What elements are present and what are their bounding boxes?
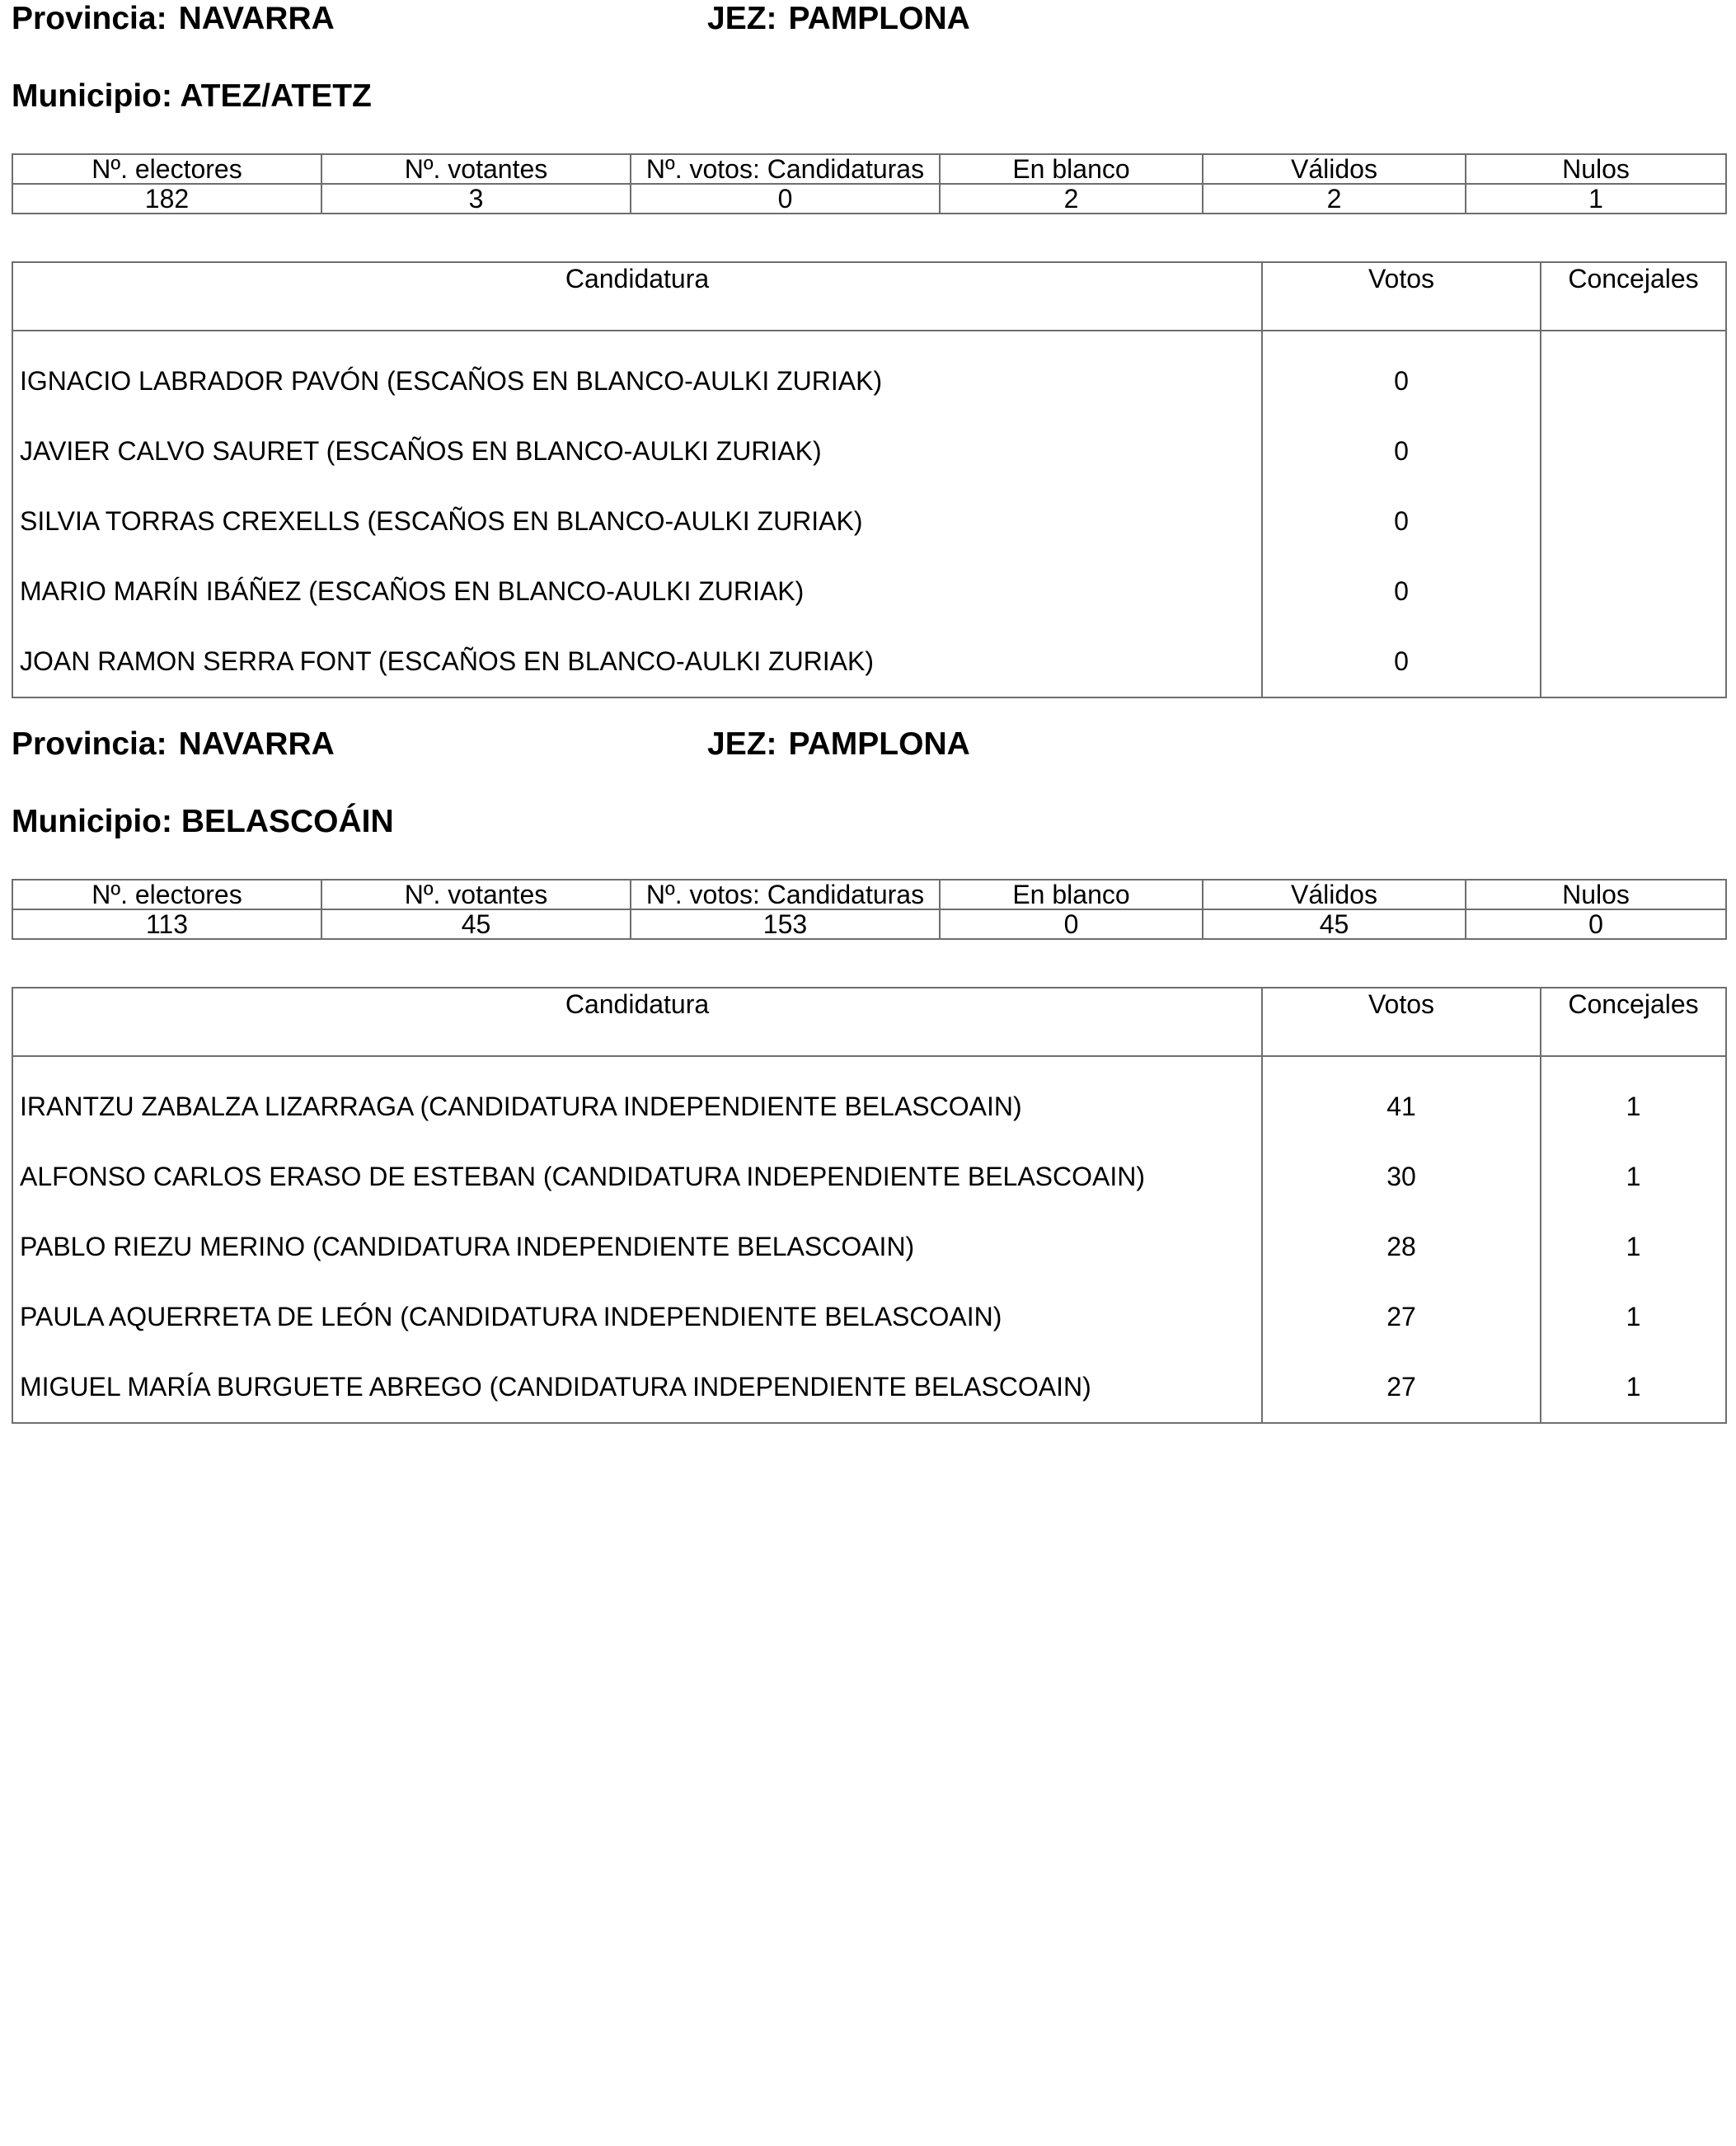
stats-value-votos-candidaturas: 0 (631, 184, 940, 214)
candidate-name: JOAN RAMON SERRA FONT (ESCAÑOS EN BLANCO-AULKI ZURIAK) (12, 627, 1262, 697)
candidate-row (12, 331, 1726, 416)
candidate-row (12, 556, 1726, 627)
stats-header-en-blanco: En blanco (940, 154, 1203, 184)
candidates-header-row (12, 988, 1726, 1056)
provincia-line (12, 726, 335, 763)
stats-header-electores: Nº. electores (12, 880, 321, 909)
candidate-votos: 27 (1262, 1352, 1541, 1423)
header-candidatura: Candidatura (12, 988, 1262, 1056)
stats-header-votos-candidaturas: Nº. votos: Candidaturas (631, 880, 940, 909)
candidate-name: JAVIER CALVO SAURET (ESCAÑOS EN BLANCO-AULKI ZURIAK) (12, 416, 1262, 486)
municipio-label: Municipio: (12, 78, 172, 114)
candidate-name: ALFONSO CARLOS ERASO DE ESTEBAN (CANDIDATURA INDEPENDIENTE BELASCOAIN) (12, 1142, 1262, 1212)
stats-header-votantes: Nº. votantes (321, 154, 631, 184)
stats-value-en-blanco: 2 (940, 184, 1203, 214)
candidates-header-row (12, 262, 1726, 331)
candidate-row (12, 1142, 1726, 1212)
candidate-votos: 27 (1262, 1282, 1541, 1352)
candidate-name: IRANTZU ZABALZA LIZARRAGA (CANDIDATURA INDEPENDIENTE BELASCOAIN) (12, 1056, 1262, 1142)
municipio-line (12, 803, 394, 841)
provincia-value: NAVARRA (178, 1, 335, 36)
candidate-concejales (1541, 416, 1726, 486)
municipio-value: ATEZ/ATETZ (180, 78, 372, 114)
candidate-concejales (1541, 556, 1726, 627)
candidate-row (12, 1212, 1726, 1282)
stats-value-en-blanco: 0 (940, 909, 1203, 939)
stats-header-nulos: Nulos (1466, 880, 1726, 909)
jez-value: PAMPLONA (788, 1, 970, 36)
candidate-concejales: 1 (1541, 1056, 1726, 1142)
provincia-line (12, 0, 335, 38)
stats-header-votos-candidaturas: Nº. votos: Candidaturas (631, 154, 940, 184)
candidate-concejales: 1 (1541, 1352, 1726, 1423)
candidate-row (12, 627, 1726, 697)
candidate-name: SILVIA TORRAS CREXELLS (ESCAÑOS EN BLANCO-AULKI ZURIAK) (12, 486, 1262, 556)
candidate-concejales (1541, 627, 1726, 697)
stats-value-validos: 2 (1203, 184, 1466, 214)
header-votos: Votos (1262, 262, 1541, 331)
candidate-name: IGNACIO LABRADOR PAVÓN (ESCAÑOS EN BLANCO-AULKI ZURIAK) (12, 331, 1262, 416)
jez-value: PAMPLONA (788, 726, 970, 762)
candidate-name: MIGUEL MARÍA BURGUETE ABREGO (CANDIDATURA INDEPENDIENTE BELASCOAIN) (12, 1352, 1262, 1423)
stats-value-votantes: 3 (321, 184, 631, 214)
provincia-label: Provincia: (12, 1, 167, 36)
candidate-votos: 30 (1262, 1142, 1541, 1212)
candidate-row (12, 416, 1726, 486)
stats-value-votantes: 45 (321, 909, 631, 939)
stats-header-electores: Nº. electores (12, 154, 321, 184)
candidates-table (12, 261, 1727, 698)
header-candidatura: Candidatura (12, 262, 1262, 331)
candidate-votos: 0 (1262, 556, 1541, 627)
candidate-concejales: 1 (1541, 1212, 1726, 1282)
jez-label: JEZ: (707, 1, 777, 36)
candidate-name: MARIO MARÍN IBÁÑEZ (ESCAÑOS EN BLANCO-AULKI ZURIAK) (12, 556, 1262, 627)
stats-header-validos: Válidos (1203, 880, 1466, 909)
stats-header-nulos: Nulos (1466, 154, 1726, 184)
stats-value-row (12, 184, 1726, 214)
stats-value-electores: 182 (12, 184, 321, 214)
jez-line (707, 726, 970, 763)
candidate-concejales (1541, 331, 1726, 416)
candidate-row (12, 1352, 1726, 1423)
stats-header-en-blanco: En blanco (940, 880, 1203, 909)
candidate-name: PABLO RIEZU MERINO (CANDIDATURA INDEPENDIENTE BELASCOAIN) (12, 1212, 1262, 1282)
provincia-label: Provincia: (12, 726, 167, 762)
stats-value-validos: 45 (1203, 909, 1466, 939)
provincia-value: NAVARRA (178, 726, 335, 762)
candidate-name: PAULA AQUERRETA DE LEÓN (CANDIDATURA INDEPENDIENTE BELASCOAIN) (12, 1282, 1262, 1352)
header-votos: Votos (1262, 988, 1541, 1056)
candidate-votos: 28 (1262, 1212, 1541, 1282)
candidate-concejales (1541, 486, 1726, 556)
stats-value-nulos: 1 (1466, 184, 1726, 214)
candidate-votos: 41 (1262, 1056, 1541, 1142)
candidate-votos: 0 (1262, 416, 1541, 486)
stats-table (12, 879, 1727, 940)
candidate-votos: 0 (1262, 331, 1541, 416)
stats-value-electores: 113 (12, 909, 321, 939)
header-concejales: Concejales (1541, 988, 1726, 1056)
candidate-concejales: 1 (1541, 1142, 1726, 1212)
stats-table (12, 153, 1727, 214)
stats-value-nulos: 0 (1466, 909, 1726, 939)
candidate-votos: 0 (1262, 486, 1541, 556)
stats-header-row (12, 154, 1726, 184)
stats-header-row (12, 880, 1726, 909)
municipio-line (12, 77, 372, 115)
candidates-table (12, 987, 1727, 1424)
stats-header-validos: Válidos (1203, 154, 1466, 184)
stats-value-votos-candidaturas: 153 (631, 909, 940, 939)
candidate-row (12, 486, 1726, 556)
candidate-row (12, 1056, 1726, 1142)
jez-label: JEZ: (707, 726, 777, 762)
candidate-concejales: 1 (1541, 1282, 1726, 1352)
municipio-value: BELASCOÁIN (181, 804, 394, 839)
candidate-votos: 0 (1262, 627, 1541, 697)
stats-value-row (12, 909, 1726, 939)
header-concejales: Concejales (1541, 262, 1726, 331)
candidate-row (12, 1282, 1726, 1352)
stats-header-votantes: Nº. votantes (321, 880, 631, 909)
municipio-label: Municipio: (12, 804, 172, 839)
jez-line (707, 0, 970, 38)
